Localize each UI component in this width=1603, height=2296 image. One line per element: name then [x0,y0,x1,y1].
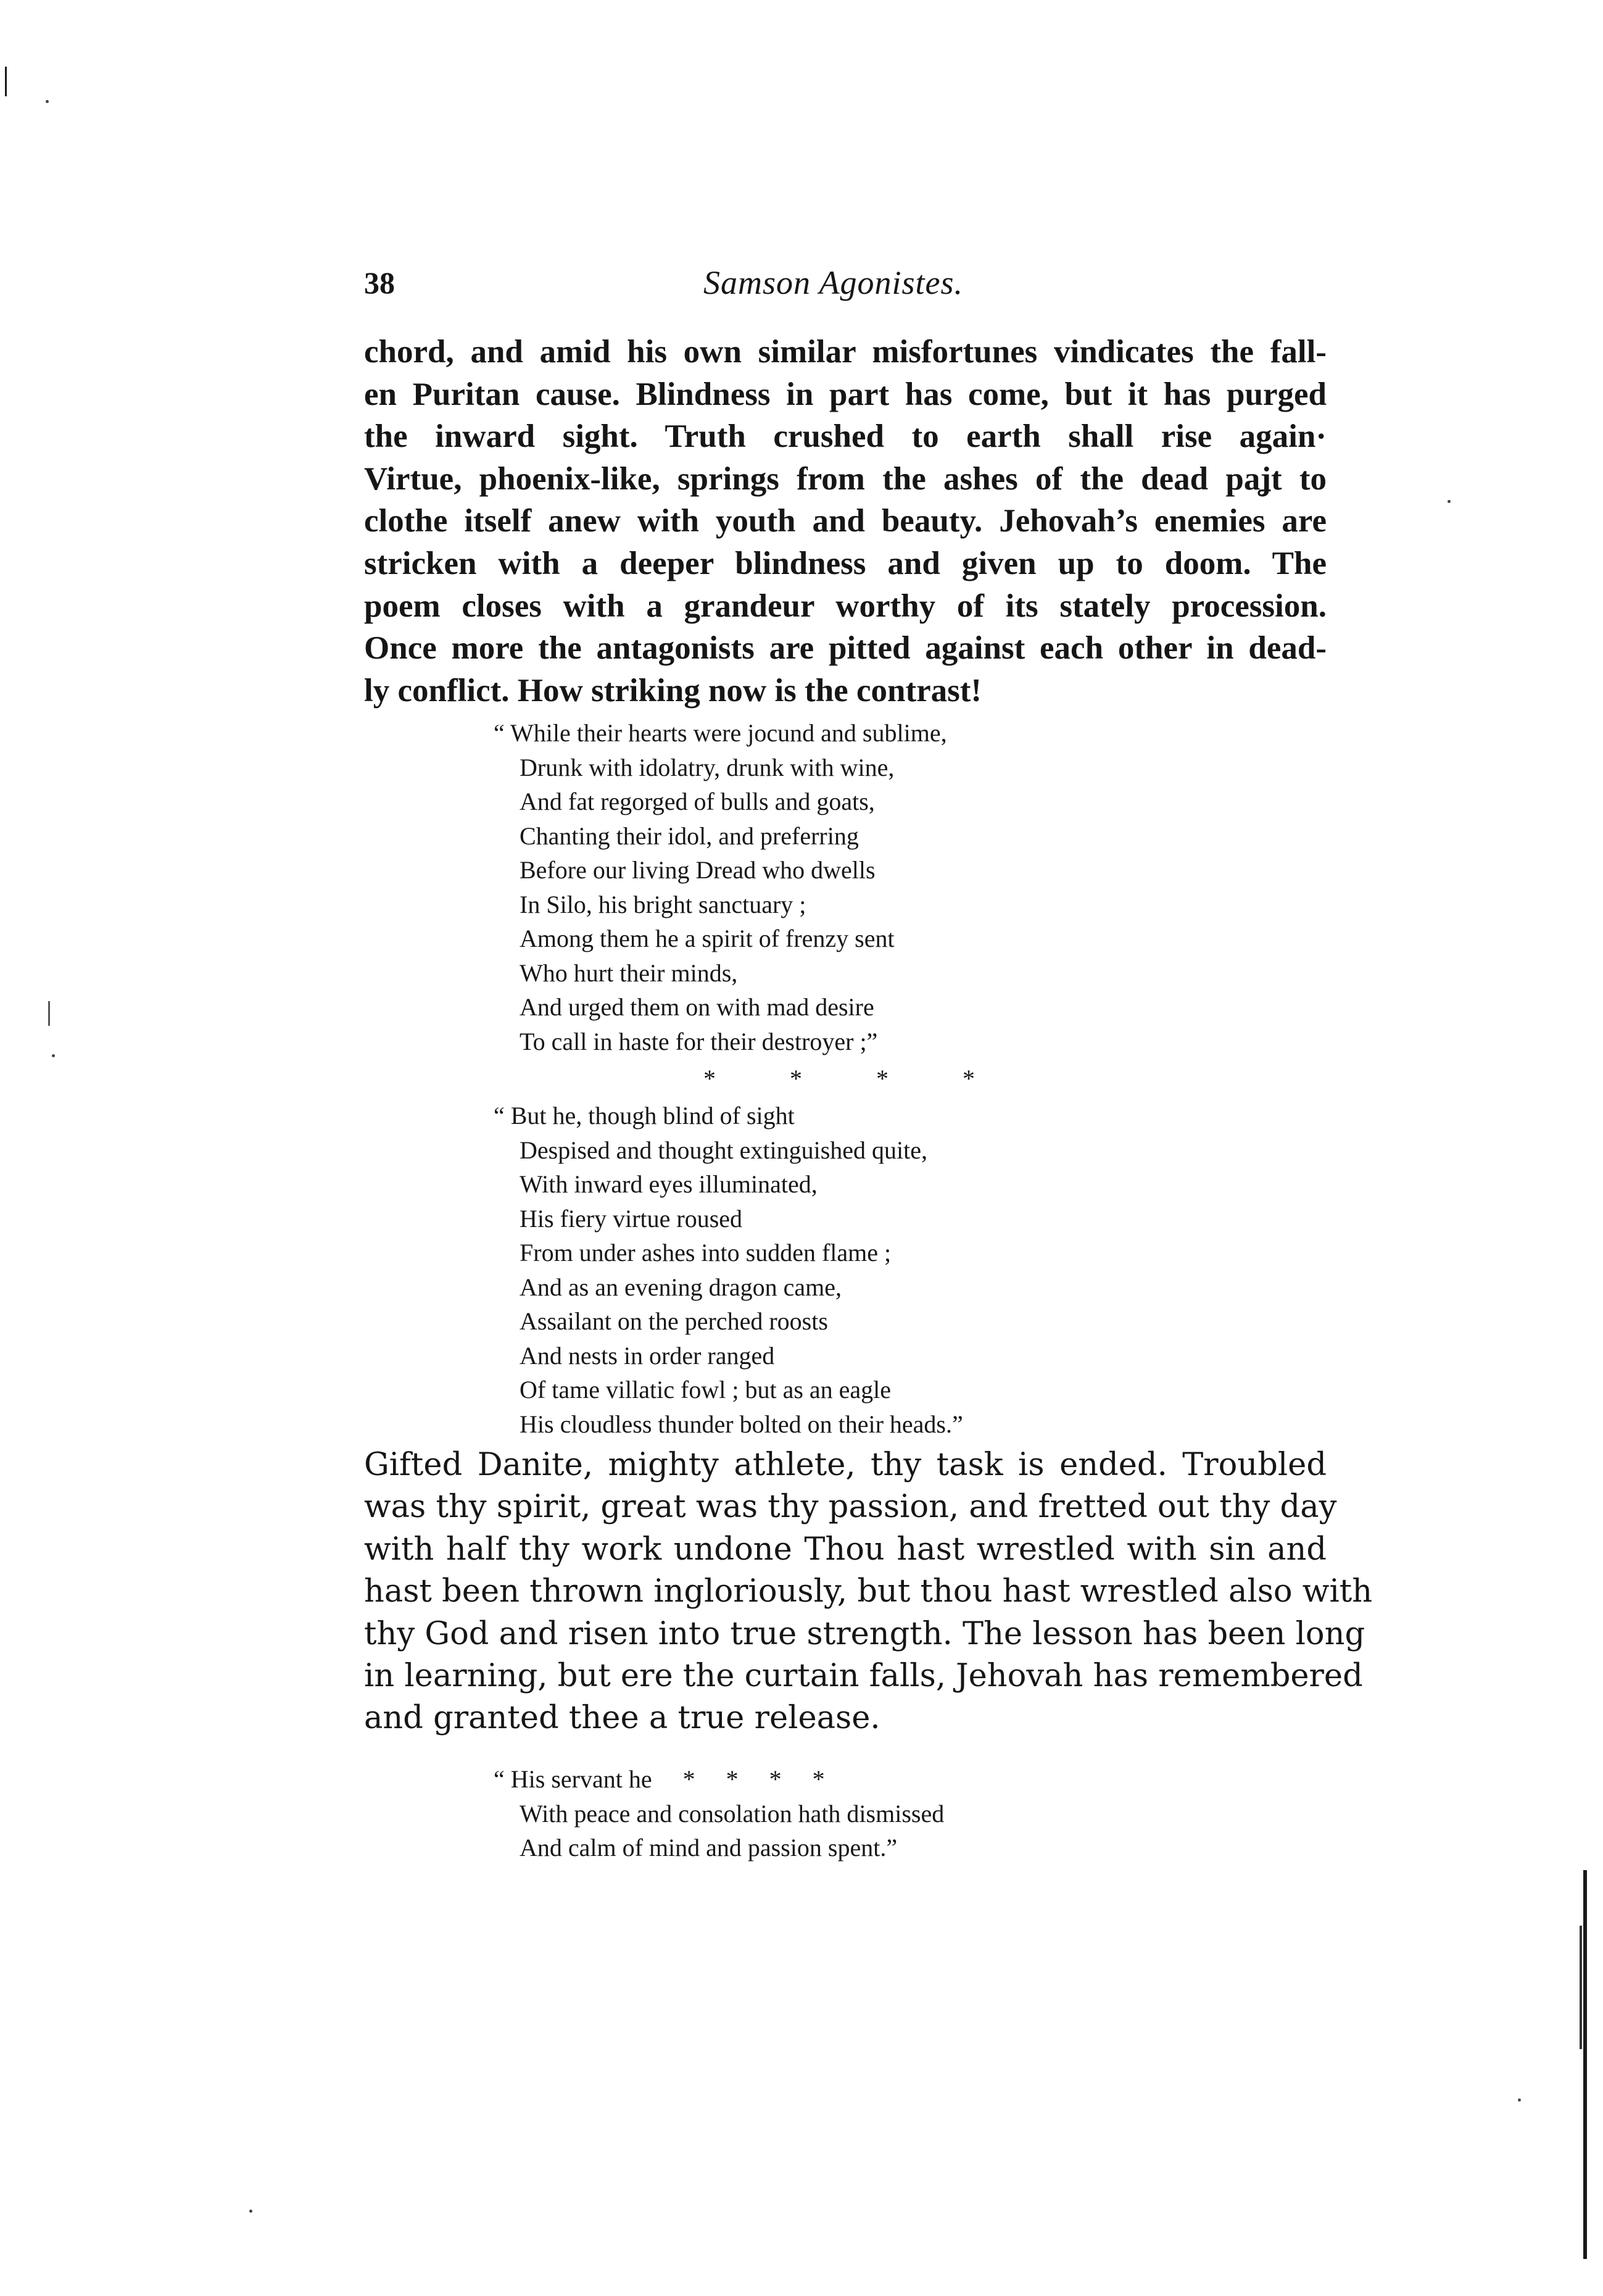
verse-quotation [494,1099,963,1441]
verse-line: Chanting their idol, and preferring [520,821,859,850]
asterisk: * [963,1065,975,1092]
verse-line: With peace and consolation hath dismissed [520,1799,945,1828]
scan-speck [1448,500,1451,503]
verse-line: “ While their hearts were jocund and sublime, [494,719,947,747]
verse-line: “ But he, though blind of sight [494,1102,795,1129]
verse-line: Assailant on the perched roosts [520,1307,828,1335]
running-title: Samson Agonistes. [703,264,964,301]
text-line: thy God and risen into true strength. The lesson has been long [364,1615,1365,1652]
text-line: en Puritan cause. Blindness in part has come, but it has purged [364,376,1327,412]
text-line: Virtue, phoenix-like, springs from the ashes of the dead paʝt to [364,460,1327,497]
text-line: and granted thee a true release. [364,1700,880,1737]
verse-line: And calm of mind and passion spent.” [520,1834,898,1861]
text-line: poem closes with a grandeur worthy of its stately procession. [364,588,1327,624]
text-line: chord, and amid his own similar misfortunes vindicates the fall- [364,334,1327,370]
running-header [364,258,1209,307]
verse-quotation [494,716,947,1059]
text-line: stricken with a deeper blindness and given up to doom. The [364,545,1327,581]
verse-line: And nests in order ranged [520,1341,775,1370]
verse-line: And urged them on with mad desire [520,993,874,1021]
verse-line: Of tame villatic fowl ; but as an eagle [520,1376,892,1404]
scan-speck [52,1054,55,1057]
asterisk: * [876,1065,888,1092]
paragraph-closing [364,1444,1373,1740]
paragraph-commentary [364,331,1327,712]
text-line: clothe itself anew with youth and beauty. Jehovah’s enemies are [364,503,1327,539]
text-line: was thy spirit, great was thy passion, and fretted out thy day [364,1489,1337,1526]
asterisk: * [703,1065,716,1092]
scan-edge-line [1583,1870,1587,2259]
text-line: Once more the antagonists are pitted against each other in dead- [364,630,1327,667]
verse-line: And fat regorged of bulls and goats, [520,788,875,815]
scan-speck [1518,2098,1521,2102]
verse-line: “ His servant he * * * * [494,1765,825,1793]
text-line: hast been thrown ingloriously, but thou hast wrestled also with [364,1573,1373,1610]
asterisk: * [790,1065,802,1092]
scan-speck [46,100,49,103]
text-line: in learning, but ere the curtain falls, Jehovah has remembered [364,1657,1363,1694]
verse-line: Who hurt their minds, [520,959,738,987]
text-line: with half thy work undone Thou hast wrestled with sin and [364,1531,1327,1568]
section-break [703,1060,975,1097]
verse-line: Among them he a spirit of frenzy sent [520,925,895,952]
scan-margin-mark [5,67,7,96]
page-number: 38 [364,265,395,300]
verse-line: With inward eyes illuminated, [520,1170,818,1198]
text-line: the inward sight. Truth crushed to earth shall rise again· [364,418,1327,455]
verse-line: And as an evening dragon came, [520,1273,842,1301]
verse-line: His cloudless thunder bolted on their heads.” [520,1410,963,1438]
verse-quotation [494,1762,944,1865]
scan-speck [249,2210,252,2213]
verse-line: In Silo, his bright sanctuary ; [520,890,806,918]
scan-margin-mark [48,1001,50,1026]
verse-line: From under ashes into sudden flame ; [520,1239,892,1267]
verse-line: Despised and thought extinguished quite, [520,1136,928,1164]
verse-line: Drunk with idolatry, drunk with wine, [520,753,895,781]
scan-edge-line [1580,1926,1582,2049]
text-line: ly conflict. How striking now is the contrast! [364,672,982,709]
verse-line: To call in haste for their destroyer ;” [520,1027,878,1055]
verse-line: His fiery virtue roused [520,1204,743,1233]
text-line: Gifted Danite, mighty athlete, thy task is ended. Troubled [364,1447,1327,1483]
verse-line: Before our living Dread who dwells [520,856,876,884]
